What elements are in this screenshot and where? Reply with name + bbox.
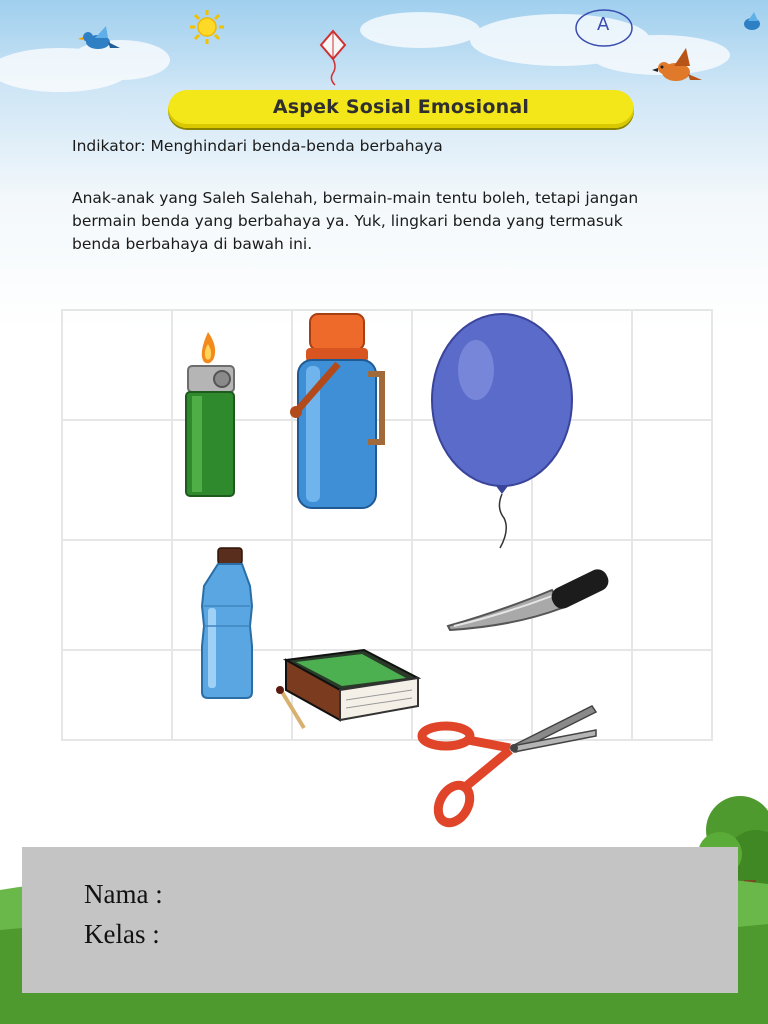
- water-bottle-icon[interactable]: [194, 546, 264, 702]
- sky-decorations: [0, 0, 768, 160]
- lighter-icon[interactable]: [178, 330, 242, 500]
- instructions: [72, 187, 732, 256]
- name-label[interactable]: Nama :: [84, 879, 163, 909]
- instruction-line-2: bermain benda yang berbahaya ya. Yuk, lingkari benda yang termasuk: [72, 212, 623, 230]
- kite-icon: [321, 31, 345, 85]
- sun-icon: [190, 10, 224, 44]
- section-banner: [168, 90, 634, 128]
- class-label[interactable]: Kelas :: [84, 919, 160, 949]
- indicator-text: Indikator: Menghindari benda-benda berbahaya: [72, 137, 443, 155]
- bird-blue-icon: [78, 26, 120, 49]
- instruction-line-3: benda berbahaya di bawah ini.: [72, 235, 313, 253]
- bird-small-icon: [744, 12, 760, 30]
- knife-icon[interactable]: [444, 556, 612, 636]
- matchbox-icon[interactable]: [272, 648, 424, 738]
- balloon-icon[interactable]: [428, 312, 578, 552]
- scissors-icon[interactable]: [416, 700, 602, 832]
- section-title: Aspek Sosial Emosional: [272, 96, 530, 118]
- grade-mark: A: [597, 14, 610, 35]
- name-form-box: [22, 847, 738, 993]
- thermos-icon[interactable]: [286, 312, 386, 512]
- cloud-left: [0, 40, 170, 92]
- instruction-line-1: Anak-anak yang Saleh Salehah, bermain-main tentu boleh, tetapi jangan: [72, 189, 639, 207]
